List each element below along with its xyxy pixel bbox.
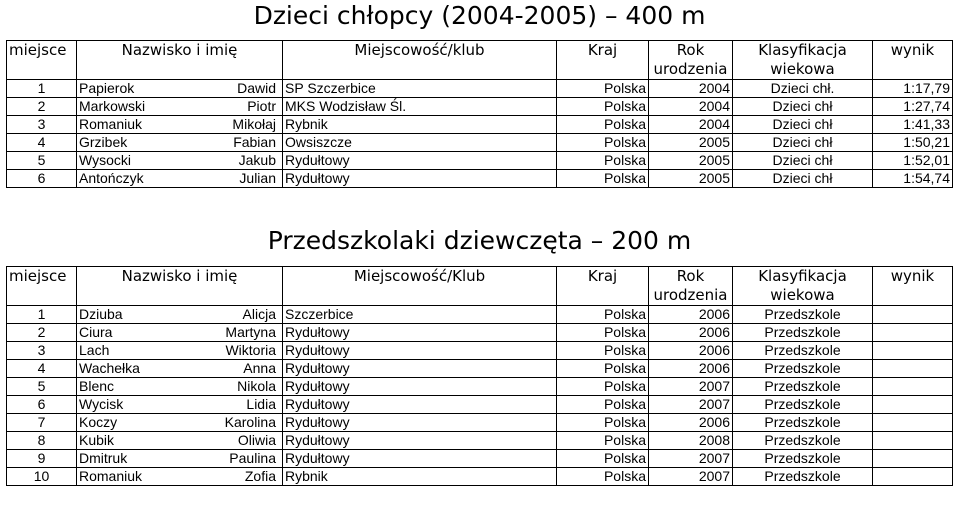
- cell-birth-year: 2006: [649, 342, 733, 360]
- cell-country: Polska: [557, 414, 649, 432]
- section-title-girls-200m: Przedszkolaki dziewczęta – 200 m: [267, 226, 692, 255]
- cell-age-class: Dzieci chł: [733, 152, 873, 170]
- cell-club: Rybnik: [283, 116, 557, 134]
- cell-age-class: Przedszkole: [733, 342, 873, 360]
- cell-place: 10: [7, 468, 77, 486]
- table-row: [7, 170, 953, 188]
- cell-club: Rydułtowy: [283, 170, 557, 188]
- cell-birth-year: 2005: [649, 170, 733, 188]
- results-table-boys-400m: [6, 40, 953, 188]
- first-name: Dawid: [237, 80, 276, 96]
- surname: Papierok: [79, 80, 135, 96]
- header-age-class: Klasyfikacja wiekowa: [733, 267, 873, 306]
- table-row: [7, 396, 953, 414]
- cell-name: [77, 170, 283, 188]
- cell-result: 1:50,21: [873, 134, 953, 152]
- cell-result: [873, 414, 953, 432]
- cell-name: [77, 80, 283, 98]
- cell-birth-year: 2005: [649, 134, 733, 152]
- cell-name: [77, 432, 283, 450]
- surname: Blenc: [79, 378, 115, 394]
- table-row: [7, 306, 953, 324]
- cell-place: 9: [7, 450, 77, 468]
- cell-result: [873, 450, 953, 468]
- cell-birth-year: 2004: [649, 116, 733, 134]
- cell-birth-year: 2007: [649, 468, 733, 486]
- cell-club: Rydułtowy: [283, 396, 557, 414]
- cell-club: Owsiszcze: [283, 134, 557, 152]
- cell-place: 2: [7, 324, 77, 342]
- cell-place: 3: [7, 116, 77, 134]
- cell-country: Polska: [557, 134, 649, 152]
- cell-birth-year: 2005: [649, 152, 733, 170]
- cell-birth-year: 2008: [649, 432, 733, 450]
- cell-age-class: Dzieci chł: [733, 170, 873, 188]
- cell-country: Polska: [557, 378, 649, 396]
- cell-name: [77, 378, 283, 396]
- cell-result: 1:54,74: [873, 170, 953, 188]
- table-row: [7, 80, 953, 98]
- cell-birth-year: 2006: [649, 306, 733, 324]
- cell-club: Szczerbice: [283, 306, 557, 324]
- cell-country: Polska: [557, 432, 649, 450]
- header-birth-year: Rok urodzenia: [649, 267, 733, 306]
- cell-place: 2: [7, 98, 77, 116]
- first-name: Anna: [243, 360, 276, 376]
- cell-country: Polska: [557, 152, 649, 170]
- cell-birth-year: 2006: [649, 324, 733, 342]
- cell-result: [873, 306, 953, 324]
- surname: Wycisk: [79, 396, 124, 412]
- surname: Dmitruk: [79, 450, 128, 466]
- surname: Wachełka: [79, 360, 140, 376]
- header-result: wynik: [873, 267, 953, 306]
- header-club: Miejscowość/Klub: [283, 267, 557, 306]
- cell-country: Polska: [557, 80, 649, 98]
- section-title-boys-400m: Dzieci chłopcy (2004-2005) – 400 m: [253, 1, 706, 30]
- cell-name: [77, 396, 283, 414]
- cell-country: Polska: [557, 116, 649, 134]
- cell-birth-year: 2004: [649, 80, 733, 98]
- cell-age-class: Przedszkole: [733, 432, 873, 450]
- cell-age-class: Dzieci chł: [733, 116, 873, 134]
- table-row: [7, 134, 953, 152]
- cell-club: Rydułtowy: [283, 432, 557, 450]
- cell-name: [77, 152, 283, 170]
- cell-place: 1: [7, 80, 77, 98]
- surname: Antończyk: [79, 170, 144, 186]
- cell-birth-year: 2006: [649, 414, 733, 432]
- cell-country: Polska: [557, 98, 649, 116]
- table-header-row: [7, 267, 953, 306]
- first-name: Lidia: [246, 396, 276, 412]
- cell-age-class: Przedszkole: [733, 306, 873, 324]
- cell-place: 1: [7, 306, 77, 324]
- surname: Kubik: [79, 432, 115, 448]
- cell-club: Rydułtowy: [283, 378, 557, 396]
- cell-place: 5: [7, 152, 77, 170]
- table-row: [7, 360, 953, 378]
- cell-country: Polska: [557, 324, 649, 342]
- cell-age-class: Przedszkole: [733, 324, 873, 342]
- cell-place: 5: [7, 378, 77, 396]
- cell-place: 4: [7, 134, 77, 152]
- cell-name: [77, 342, 283, 360]
- table-row: [7, 324, 953, 342]
- cell-age-class: Dzieci chł.: [733, 80, 873, 98]
- table-row: [7, 152, 953, 170]
- cell-age-class: Przedszkole: [733, 378, 873, 396]
- cell-country: Polska: [557, 450, 649, 468]
- table-row: [7, 468, 953, 486]
- surname: Wysocki: [79, 152, 131, 168]
- cell-club: Rydułtowy: [283, 152, 557, 170]
- surname: Romaniuk: [79, 468, 143, 484]
- cell-age-class: Przedszkole: [733, 414, 873, 432]
- table-body: [7, 306, 953, 486]
- cell-result: [873, 378, 953, 396]
- cell-country: Polska: [557, 396, 649, 414]
- surname: Grzibek: [79, 134, 128, 150]
- cell-club: Rydułtowy: [283, 450, 557, 468]
- cell-result: [873, 342, 953, 360]
- cell-club: Rydułtowy: [283, 324, 557, 342]
- table-row: [7, 414, 953, 432]
- cell-name: [77, 116, 283, 134]
- cell-birth-year: 2007: [649, 450, 733, 468]
- cell-country: Polska: [557, 170, 649, 188]
- cell-place: 7: [7, 414, 77, 432]
- cell-result: 1:27,74: [873, 98, 953, 116]
- cell-result: [873, 396, 953, 414]
- cell-age-class: Przedszkole: [733, 396, 873, 414]
- cell-result: [873, 360, 953, 378]
- cell-place: 8: [7, 432, 77, 450]
- surname: Ciura: [79, 324, 113, 340]
- first-name: Karolina: [224, 414, 276, 430]
- header-place: miejsce: [7, 41, 77, 80]
- cell-country: Polska: [557, 360, 649, 378]
- cell-birth-year: 2007: [649, 378, 733, 396]
- cell-club: SP Szczerbice: [283, 80, 557, 98]
- cell-place: 3: [7, 342, 77, 360]
- header-birth-year: Rok urodzenia: [649, 41, 733, 80]
- surname: Romaniuk: [79, 116, 143, 132]
- cell-age-class: Dzieci chł: [733, 98, 873, 116]
- cell-place: 6: [7, 396, 77, 414]
- cell-age-class: Dzieci chł: [733, 134, 873, 152]
- cell-name: [77, 324, 283, 342]
- first-name: Julian: [239, 170, 276, 186]
- cell-name: [77, 414, 283, 432]
- cell-club: MKS Wodzisław Śl.: [283, 98, 557, 116]
- surname: Dziuba: [79, 306, 123, 322]
- header-result: wynik: [873, 41, 953, 80]
- cell-name: [77, 360, 283, 378]
- header-place: miejsce: [7, 267, 77, 306]
- cell-country: Polska: [557, 342, 649, 360]
- cell-birth-year: 2006: [649, 360, 733, 378]
- table-header-row: [7, 41, 953, 80]
- cell-result: [873, 432, 953, 450]
- cell-name: [77, 468, 283, 486]
- first-name: Mikołaj: [232, 116, 276, 132]
- header-country: Kraj: [557, 267, 649, 306]
- surname: Koczy: [79, 414, 118, 430]
- surname: Markowski: [79, 98, 146, 114]
- cell-age-class: Przedszkole: [733, 450, 873, 468]
- cell-birth-year: 2004: [649, 98, 733, 116]
- table-row: [7, 450, 953, 468]
- header-name: Nazwisko i imię: [77, 267, 283, 306]
- first-name: Oliwia: [237, 432, 276, 448]
- table-row: [7, 116, 953, 134]
- first-name: Zofia: [244, 468, 276, 484]
- cell-result: 1:17,79: [873, 80, 953, 98]
- cell-result: [873, 324, 953, 342]
- table-row: [7, 432, 953, 450]
- first-name: Nikola: [237, 378, 276, 394]
- cell-country: Polska: [557, 306, 649, 324]
- surname: Lach: [79, 342, 110, 358]
- first-name: Alicja: [242, 306, 276, 322]
- cell-club: Rydułtowy: [283, 414, 557, 432]
- results-table-girls-200m: [6, 266, 953, 486]
- cell-name: [77, 306, 283, 324]
- header-country: Kraj: [557, 41, 649, 80]
- table-row: [7, 378, 953, 396]
- first-name: Fabian: [233, 134, 276, 150]
- cell-place: 4: [7, 360, 77, 378]
- cell-club: Rybnik: [283, 468, 557, 486]
- cell-country: Polska: [557, 468, 649, 486]
- cell-result: 1:41,33: [873, 116, 953, 134]
- table-body: [7, 80, 953, 188]
- cell-name: [77, 134, 283, 152]
- cell-club: Rydułtowy: [283, 360, 557, 378]
- first-name: Martyna: [225, 324, 276, 340]
- header-name: Nazwisko i imię: [77, 41, 283, 80]
- cell-age-class: Przedszkole: [733, 468, 873, 486]
- cell-place: 6: [7, 170, 77, 188]
- table-row: [7, 342, 953, 360]
- cell-age-class: Przedszkole: [733, 360, 873, 378]
- header-age-class: Klasyfikacja wiekowa: [733, 41, 873, 80]
- first-name: Paulina: [229, 450, 276, 466]
- cell-birth-year: 2007: [649, 396, 733, 414]
- cell-result: [873, 468, 953, 486]
- cell-name: [77, 450, 283, 468]
- first-name: Wiktoria: [225, 342, 276, 358]
- table-row: [7, 98, 953, 116]
- first-name: Piotr: [247, 98, 276, 114]
- cell-club: Rydułtowy: [283, 342, 557, 360]
- cell-name: [77, 98, 283, 116]
- header-club: Miejscowość/klub: [283, 41, 557, 80]
- first-name: Jakub: [238, 152, 276, 168]
- cell-result: 1:52,01: [873, 152, 953, 170]
